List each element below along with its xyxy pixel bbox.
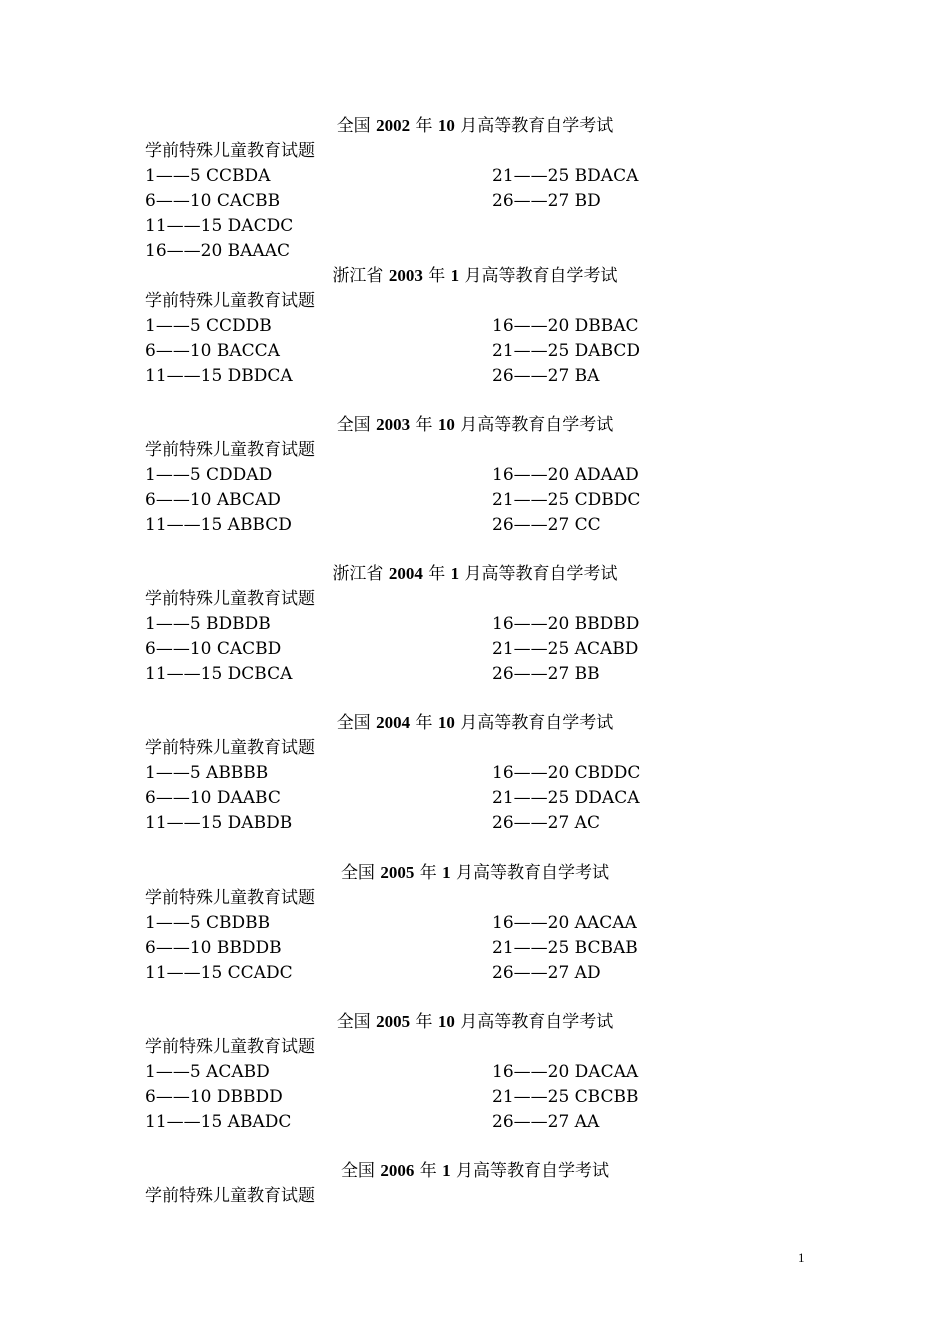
answer-row: 11——15 ABBCD	[145, 515, 292, 535]
answer-row: 21——25 ACABD	[492, 639, 639, 659]
section-subtitle: 学前特殊儿童教育试题	[145, 888, 315, 908]
page-number: 1	[798, 1250, 805, 1265]
section-subtitle: 学前特殊儿童教育试题	[145, 1037, 315, 1057]
answer-row: 26——27 AA	[492, 1112, 600, 1132]
answer-row: 11——15 CCADC	[145, 963, 293, 983]
answer-row: 16——20 DACAA	[492, 1062, 639, 1082]
answer-row: 6——10 ABCAD	[145, 490, 281, 510]
answer-row: 16——20 BBDBD	[492, 614, 640, 634]
answer-row: 1——5 CCBDA	[145, 166, 271, 186]
answer-row: 21——25 BCBAB	[492, 938, 638, 958]
answer-row: 26——27 CC	[492, 515, 601, 535]
answer-row: 21——25 CBCBB	[492, 1087, 639, 1107]
answer-row: 26——27 BD	[492, 191, 601, 211]
answer-row: 16——20 CBDDC	[492, 763, 641, 783]
section-subtitle: 学前特殊儿童教育试题	[145, 738, 315, 758]
answer-row: 6——10 DAABC	[145, 788, 281, 808]
section-subtitle: 学前特殊儿童教育试题	[145, 291, 315, 311]
section-subtitle: 学前特殊儿童教育试题	[145, 1186, 315, 1206]
section-title: 全国 2003 年 10 月高等教育自学考试	[336, 415, 614, 435]
section-title: 全国 2002 年 10 月高等教育自学考试	[336, 116, 614, 136]
answer-row: 26——27 AD	[492, 963, 601, 983]
answer-row: 1——5 CCDDB	[145, 316, 272, 336]
section-title: 浙江省 2004 年 1 月高等教育自学考试	[332, 564, 618, 584]
section-subtitle: 学前特殊儿童教育试题	[145, 440, 315, 460]
answer-row: 11——15 DCBCA	[145, 664, 293, 684]
answer-row: 26——27 BA	[492, 366, 600, 386]
section-title: 浙江省 2003 年 1 月高等教育自学考试	[332, 266, 618, 286]
answer-row: 21——25 BDACA	[492, 166, 639, 186]
answer-row: 6——10 CACBB	[145, 191, 281, 211]
answer-row: 1——5 ACABD	[145, 1062, 270, 1082]
section-title: 全国 2005 年 10 月高等教育自学考试	[336, 1012, 614, 1032]
section-title: 全国 2006 年 1 月高等教育自学考试	[340, 1161, 610, 1181]
answer-row: 11——15 DABDB	[145, 813, 293, 833]
answer-row: 11——15 DBDCA	[145, 366, 293, 386]
answer-row: 21——25 CDBDC	[492, 490, 641, 510]
answer-row: 16——20 DBBAC	[492, 316, 639, 336]
section-subtitle: 学前特殊儿童教育试题	[145, 589, 315, 609]
section-subtitle: 学前特殊儿童教育试题	[145, 141, 315, 161]
answer-row: 21——25 DABCD	[492, 341, 641, 361]
section-title: 全国 2004 年 10 月高等教育自学考试	[336, 713, 614, 733]
answer-row: 6——10 DBBDD	[145, 1087, 283, 1107]
answer-row: 11——15 ABADC	[145, 1112, 292, 1132]
answer-row: 6——10 BBDDB	[145, 938, 282, 958]
answer-row: 1——5 ABBBB	[145, 763, 269, 783]
answer-row: 26——27 AC	[492, 813, 600, 833]
answer-row: 21——25 DDACA	[492, 788, 640, 808]
answer-row: 1——5 CDDAD	[145, 465, 273, 485]
answer-row: 1——5 BDBDB	[145, 614, 271, 634]
answer-row: 11——15 DACDC	[145, 216, 294, 236]
section-title: 全国 2005 年 1 月高等教育自学考试	[340, 863, 610, 883]
answer-row: 1——5 CBDBB	[145, 913, 271, 933]
answer-row: 6——10 BACCA	[145, 341, 280, 361]
answer-row: 26——27 BB	[492, 664, 600, 684]
answer-row: 6——10 CACBD	[145, 639, 282, 659]
answer-row: 16——20 AACAA	[492, 913, 637, 933]
answer-row: 16——20 BAAAC	[145, 241, 290, 261]
answer-row: 16——20 ADAAD	[492, 465, 639, 485]
